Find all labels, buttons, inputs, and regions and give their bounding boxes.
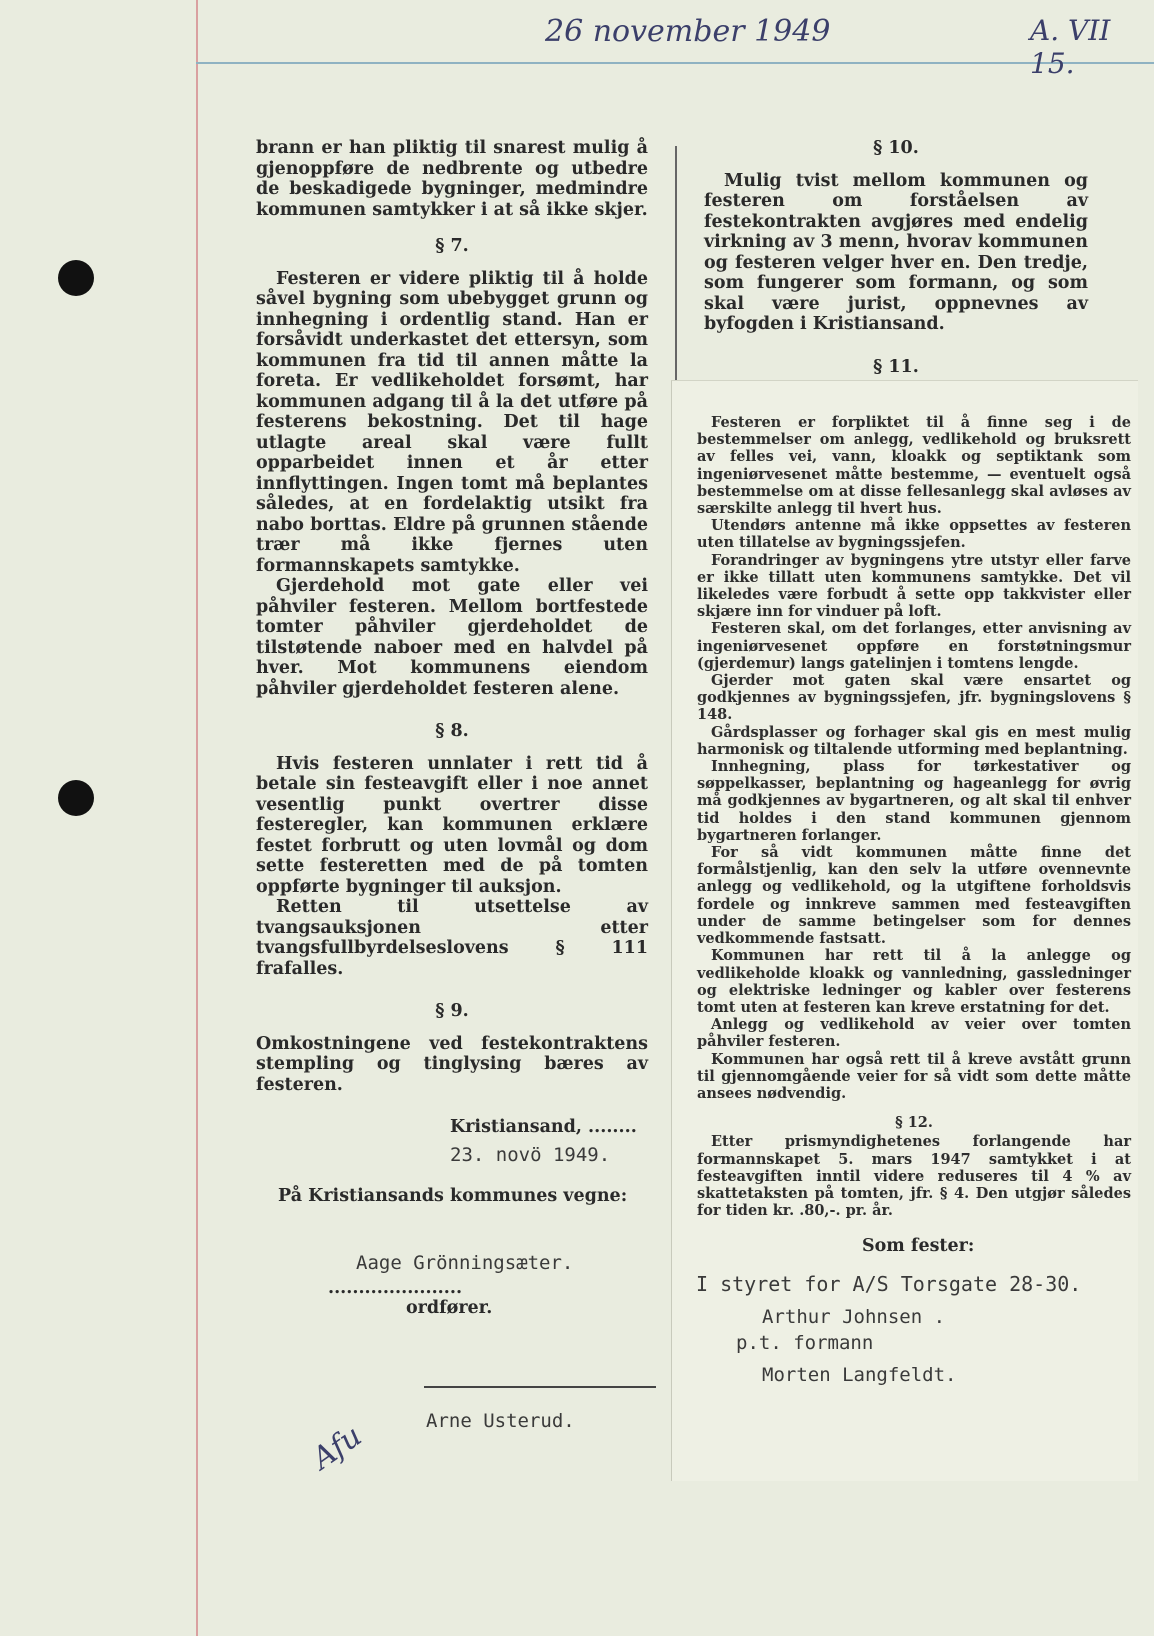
provision-item: Utendørs antenne må ikke oppsettes av festeren uten tillatelse av bygningssjefen. [697,517,1131,552]
paragraph: Festeren er videre pliktig til å holde såvel bygning som ubebygget grunn og innhegning i ordentlig stand. Han er forsåvidt underkastet det ettersyn, som kommunen fra tid til annen måtte la foreta. Er vedlikeholdet forsømt, har kommunen adgang til å la det utføre på festerens bekostning. Det til hage utlagte areal skal være fullt opparbeidet innen et år etter innflyttingen. Ingen tomt må beplantes således, at en fordelaktig utsikt fra nabo borttas. Eldre på grunnen stående trær må ikke fjernes uten formannskapets samtykke. [256,268,648,576]
punch-hole-icon [58,260,94,296]
provision-item: Gårdsplasser og forhager skal gis en mest mulig harmonisk og tiltalende utforming med beplantning. [697,723,1131,758]
paragraph: Omkostningene ved festekontraktens stempling og tinglysing bæres av festeren. [256,1033,648,1095]
section-heading: § 10. [873,138,919,158]
signature-line [424,1386,656,1388]
margin-line [196,0,198,1636]
provision-item: Anlegg og vedlikehold av veier over tomten påhviler festeren. [697,1016,1131,1051]
signing-date: 23. novö 1949. [450,1144,611,1166]
section-heading: § 12. [895,1114,933,1132]
right-column [704,138,1088,410]
paragraph: Gjerdehold mot gate eller vei påhviler festeren. Mellom bortfestede tomter påhviler gjerdeholdet de tilstøtende naboer med en halvdel på hver. Mot kommunens eiendom påhviler gjerdeholdet festeren alene. [256,576,648,699]
section-heading: § 9. [435,1001,469,1021]
provision-item: Kommunen har også rett til å kreve avstått grunn til gjennomgående veier for så vidt som dette måtte ansees nødvendig. [697,1050,1131,1102]
handwritten-initials: Afu [306,1418,369,1477]
paragraph: Retten til utsettelse av tvangsauksjonen etter tvangsfullbyrdelseslovens § 111 frafalles. [256,897,648,979]
chair-title: p.t. formann [736,1332,874,1354]
paragraph: brann er han pliktig til snarest mulig å gjenoppføre de nedbrente og utbedre de beskadigede bygninger, medmindre kommunen samtykker i at så ikke skjer. [256,138,648,220]
provision-item: Festeren er forpliktet til å finne seg i de bestemmelser om anlegg, vedlikehold og bruksrett av felles vei, vann, kloakk og septiktank som ingeniørvesenet måtte bestemme, — eventuelt også bestemmelse om at disse fellesanlegg skal avløses av særskilte anlegg til hvert hus. [697,414,1131,518]
board-line: I styret for A/S Torsgate 28-30. [696,1272,1082,1296]
member-name: Morten Langfeldt. [762,1364,957,1386]
provision-item: Etter prismyndighetenes forlangende har formannskapet 5. mars 1947 samtykket i at festeavgiften inntil videre reduseres til 4 % av skattetaksten på tomten, jfr. § 4. Den utgjør således for tiden kr. .80,-. pr. år. [697,1133,1131,1220]
punch-hole-icon [58,780,94,816]
paragraph: Mulig tvist mellom kommunen og festeren om forståelsen av festekontrakten avgjøres med endelig virkning av 3 menn, hvorav kommunen og festeren velger hver en. Den tredje, som fungerer som formann, og som skal være jurist, oppnevnes av byfogden i Kristiansand. [704,170,1088,334]
handwritten-reference: A. VII 15. [1030,14,1111,80]
mayor-name: Aage Grönningsæter. [356,1252,574,1274]
left-column [256,138,648,1095]
section-heading: § 7. [435,236,469,256]
fester-label: Som fester: [862,1236,975,1256]
witness-name: Arne Usterud. [426,1410,575,1432]
signing-place: Kristiansand, ........ [450,1117,637,1137]
handwritten-date: 26 november 1949 [545,14,831,49]
paragraph: Hvis festeren unnlater i rett tid å betale sin festeavgift eller i noe annet vesentlig punkt overtrer disse festeregler, kan kommunen erklære festet forbrutt og uten lovmål og dom sette festeretten med de på tomten oppførte bygninger til auksjon. [256,753,648,897]
provision-item: Kommunen har rett til å la anlegge og vedlikeholde kloakk og vannledning, gassledninger og elektriske ledninger og kabler over festerens tomt uten at festeren kan kreve erstatning for det. [697,947,1131,1016]
mayor-title: ordfører. [406,1298,493,1318]
chair-name: Arthur Johnsen . [762,1306,946,1328]
header-rule [196,62,1154,64]
provision-item: For så vidt kommunen måtte finne det formålstjenlig, kan den selv la utføre ovennevnte anlegg og vedlikehold, og la utgiftene forholdsvis fordele og innkreve sammen med festeavgiften under de samme betingelser som for dennes vedkommende fastsatt. [697,844,1131,948]
section-heading: § 11. [873,356,919,377]
special-provisions [697,414,1131,1219]
provision-item: Forandringer av bygningens ytre utstyr eller farve er ikke tillatt uten kommunens samtykke. Det vil likeledes være forbudt å sette opp takkvister eller skjære inn for vinduer på loft. [697,551,1131,621]
provision-item: Gjerder mot gaten skal være ensartet og godkjennes av bygningssjefen, jfr. bygningslovens § 148. [697,672,1131,724]
signature-dots: ...................... [328,1278,463,1298]
section-heading: § 8. [435,721,469,741]
provision-item: Festeren skal, om det forlanges, etter anvisning av ingeniørvesenet oppføre en forstøtningsmur (gjerdemur) langs gatelinjen i tomtens lengde. [697,620,1131,672]
municipality-line: På Kristiansands kommunes vegne: [278,1186,628,1206]
provision-item: Innhegning, plass for tørkestativer og søppelkasser, beplantning og hageanlegg for øvrig må godkjennes av bygartneren, og alt skal til enhver tid holdes i den stand kommunen gjennom bygartneren forlanger. [697,758,1131,844]
